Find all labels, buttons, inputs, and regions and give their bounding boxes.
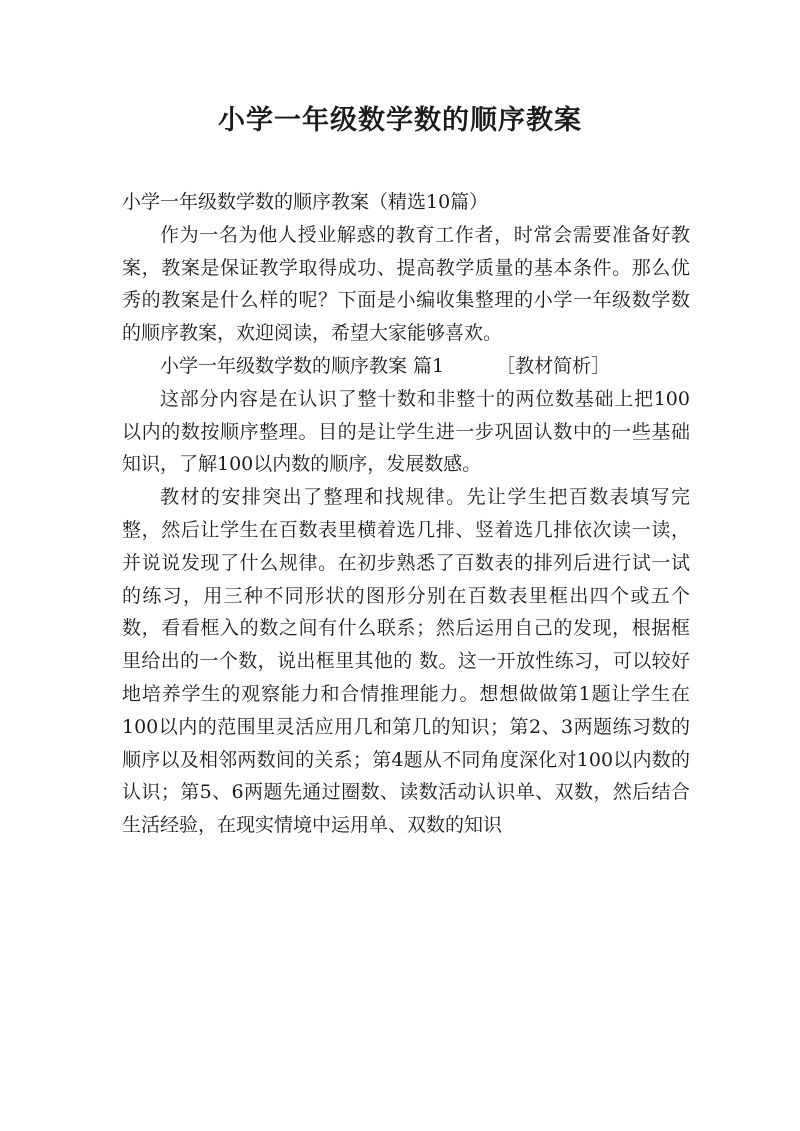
document-body: [122, 186, 690, 842]
body-paragraph: 教材的安排突出了整理和找规律。先让学生把百数表填写完整，然后让学生在百数表里横着选几排、竖着选几排依次读一读，并说说发现了什么规律。在初步熟悉了百数表的排列后进行试一试的练习，用三种不同形状的图形分别在百数表里框出四个或五个数，看看框入的数之间有什么联系；然后运用自己的发现，根据框里给出的一个数，说出框里其他的 数。这一开放性练习，可以较好地培养学生的观察能力和合情推理能力。想想做做第1题让学生在100以内的范围里灵活应用几和第几的知识；第2、3两题练习数的顺序以及相邻两数间的关系；第4题从不同角度深化对100以内数的认识；第5、6两题先通过圈数、读数活动认识单、双数，然后结合生活经验，在现实情境中运用单、双数的知识: [122, 486, 690, 837]
document-subtitle: 小学一年级数学数的顺序教案（精选10篇）: [122, 191, 489, 213]
body-paragraph: 这部分内容是在认识了整十数和非整十的两位数基础上把100以内的数按顺序整理。目的是让学生进一步巩固认数中的一些基础知识，了解100以内数的顺序，发展数感。: [122, 387, 690, 476]
intro-paragraph: 作为一名为他人授业解惑的教育工作者，时常会需要准备好教案，教案是保证教学取得成功、提高教学质量的基本条件。那么优秀的教案是什么样的呢？下面是小编收集整理的小学一年级数学数的顺序教案，欢迎阅读，希望大家能够喜欢。: [122, 223, 690, 345]
section-title: 小学一年级数学数的顺序教案 篇1: [160, 354, 445, 377]
document-title: 小学一年级数学数的顺序教案: [218, 105, 582, 136]
section-heading: [122, 350, 690, 383]
section-label: ［教材简析］: [496, 354, 611, 377]
